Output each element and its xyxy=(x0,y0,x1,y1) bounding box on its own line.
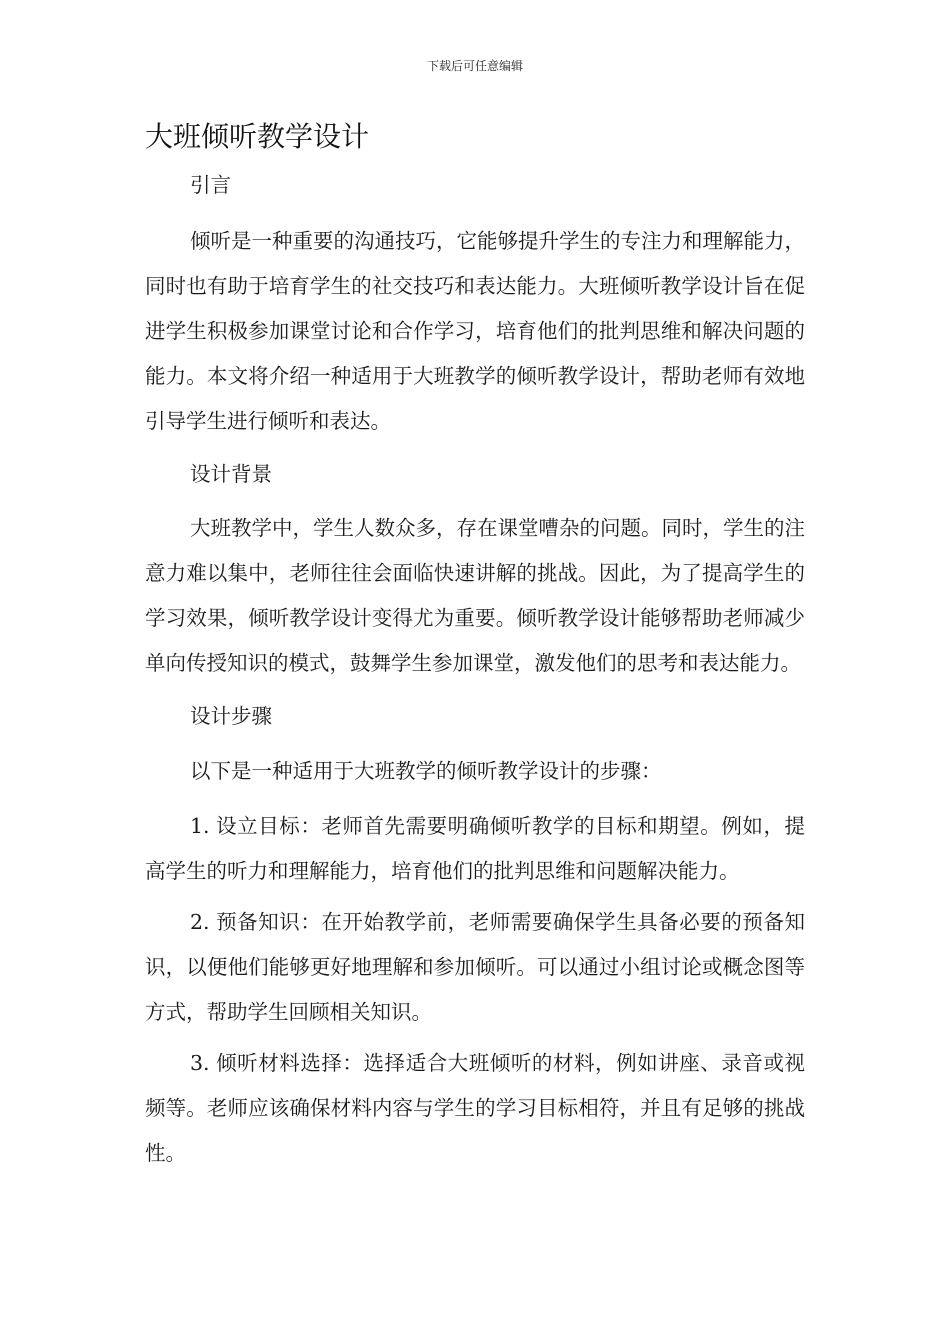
steps-intro: 以下是一种适用于大班教学的倾听教学设计的步骤： xyxy=(190,759,662,783)
section-heading: 设计背景 xyxy=(190,462,272,486)
list-item-number: 3. xyxy=(190,1051,210,1075)
document-body xyxy=(145,163,805,1176)
list-item-number: 1. xyxy=(190,814,210,838)
paragraph: 倾听是一种重要的沟通技巧，它能够提升学生的专注力和理解能力，同时也有助于培育学生的社交技巧和表达能力。大班倾听教学设计旨在促进学生积极参加课堂讨论和合作学习，培育他们的批判思维和解决问题的能力。本文将介绍一种适用于大班教学的倾听教学设计，帮助老师有效地引导学生进行倾听和表达。 xyxy=(145,229,805,433)
section-steps xyxy=(145,694,805,1176)
header-note: 下载后可任意编辑 xyxy=(426,59,523,73)
section-background xyxy=(145,452,805,686)
list-item-text: 预备知识：在开始教学前，老师需要确保学生具备必要的预备知识，以便他们能够更好地理解和参加倾听。可以通过小组讨论或概念图等方式，帮助学生回顾相关知识。 xyxy=(145,910,805,1024)
list-item-text: 倾听材料选择：选择适合大班倾听的材料，例如讲座、录音或视频等。老师应该确保材料内容与学生的学习目标相符，并且有足够的挑战性。 xyxy=(145,1051,805,1165)
section-introduction xyxy=(145,163,805,444)
paragraph: 大班教学中，学生人数众多，存在课堂嘈杂的问题。同时，学生的注意力难以集中，老师往往会面临快速讲解的挑战。因此，为了提高学生的学习效果，倾听教学设计变得尤为重要。倾听教学设计能够帮助老师减少单向传授知识的模式，鼓舞学生参加课堂，激发他们的思考和表达能力。 xyxy=(145,516,805,675)
document-title: 大班倾听教学设计 xyxy=(145,120,370,153)
list-item xyxy=(145,804,805,894)
section-heading: 设计步骤 xyxy=(190,704,272,728)
section-heading: 引言 xyxy=(190,173,231,197)
list-item xyxy=(145,900,805,1035)
list-item xyxy=(145,1041,805,1176)
list-item-text: 设立目标：老师首先需要明确倾听教学的目标和期望。例如，提高学生的听力和理解能力，培育他们的批判思维和问题解决能力。 xyxy=(145,814,805,883)
list-item-number: 2. xyxy=(190,910,210,934)
